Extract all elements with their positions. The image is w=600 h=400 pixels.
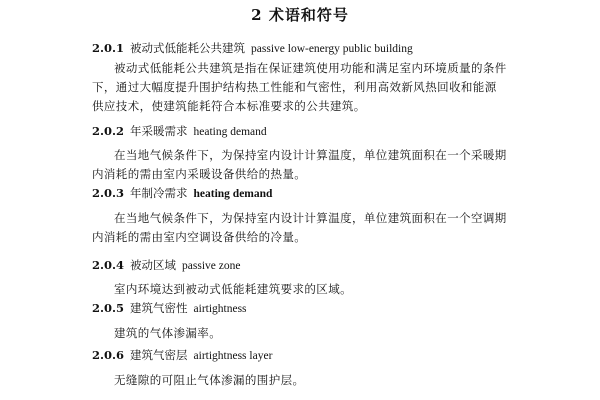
term-english-name: airtightness bbox=[193, 303, 247, 315]
term-definition-line: 建筑的气体渗漏率。 bbox=[114, 326, 222, 340]
term-number: 2.0.6 bbox=[92, 348, 125, 362]
chapter-title: 2 术语和符号 bbox=[251, 6, 349, 24]
term-definition-line: 室内环境达到被动式低能耗建筑要求的区域。 bbox=[114, 282, 352, 296]
term-heading-2-0-6 bbox=[92, 347, 272, 363]
term-definition-line: 无缝隙的可阻止气体渗漏的围护层。 bbox=[114, 373, 305, 387]
term-heading-2-0-4 bbox=[92, 257, 240, 273]
term-english-name: heating demand bbox=[193, 126, 267, 138]
term-heading-2-0-2 bbox=[92, 123, 267, 139]
term-english-name: airtightness layer bbox=[193, 350, 273, 362]
term-english-name: passive zone bbox=[182, 260, 241, 272]
term-number: 2.0.3 bbox=[92, 186, 125, 200]
term-definition-line: 被动式低能耗公共建筑是指在保证建筑使用功能和满足室内环境质量的条件 bbox=[114, 61, 507, 75]
term-english-name: passive low-energy public building bbox=[251, 43, 413, 55]
term-definition-line: 在当地气候条件下，为保持室内设计计算温度，单位建筑面积在一个采暖期 bbox=[114, 148, 507, 162]
term-chinese-name: 建筑气密性 bbox=[130, 301, 188, 315]
term-heading-2-0-5 bbox=[92, 300, 247, 316]
term-heading-2-0-3 bbox=[92, 185, 272, 201]
term-definition-line: 内消耗的需由室内采暖设备供给的热量。 bbox=[92, 167, 307, 181]
term-chinese-name: 被动区域 bbox=[130, 258, 177, 272]
term-definition-line: 内消耗的需由室内空调设备供给的冷量。 bbox=[92, 230, 307, 244]
term-definition-line: 供应技术，使建筑能耗符合本标准要求的公共建筑。 bbox=[92, 99, 366, 113]
term-english-name: heating demand bbox=[193, 188, 273, 200]
term-definition-line: 下，通过大幅度提升围护结构热工性能和气密性，利用高效新风热回收和能源 bbox=[92, 80, 497, 94]
term-definition-line: 在当地气候条件下，为保持室内设计计算温度，单位建筑面积在一个空调期 bbox=[114, 211, 507, 225]
term-number: 2.0.2 bbox=[92, 124, 125, 138]
term-number: 2.0.4 bbox=[92, 258, 125, 272]
term-chinese-name: 年制冷需求 bbox=[130, 186, 188, 200]
term-chinese-name: 年采暖需求 bbox=[130, 124, 188, 138]
term-chinese-name: 被动式低能耗公共建筑 bbox=[130, 41, 246, 55]
term-number: 2.0.1 bbox=[92, 41, 125, 55]
term-chinese-name: 建筑气密层 bbox=[130, 348, 188, 362]
term-number: 2.0.5 bbox=[92, 301, 125, 315]
term-heading-2-0-1 bbox=[92, 40, 413, 56]
